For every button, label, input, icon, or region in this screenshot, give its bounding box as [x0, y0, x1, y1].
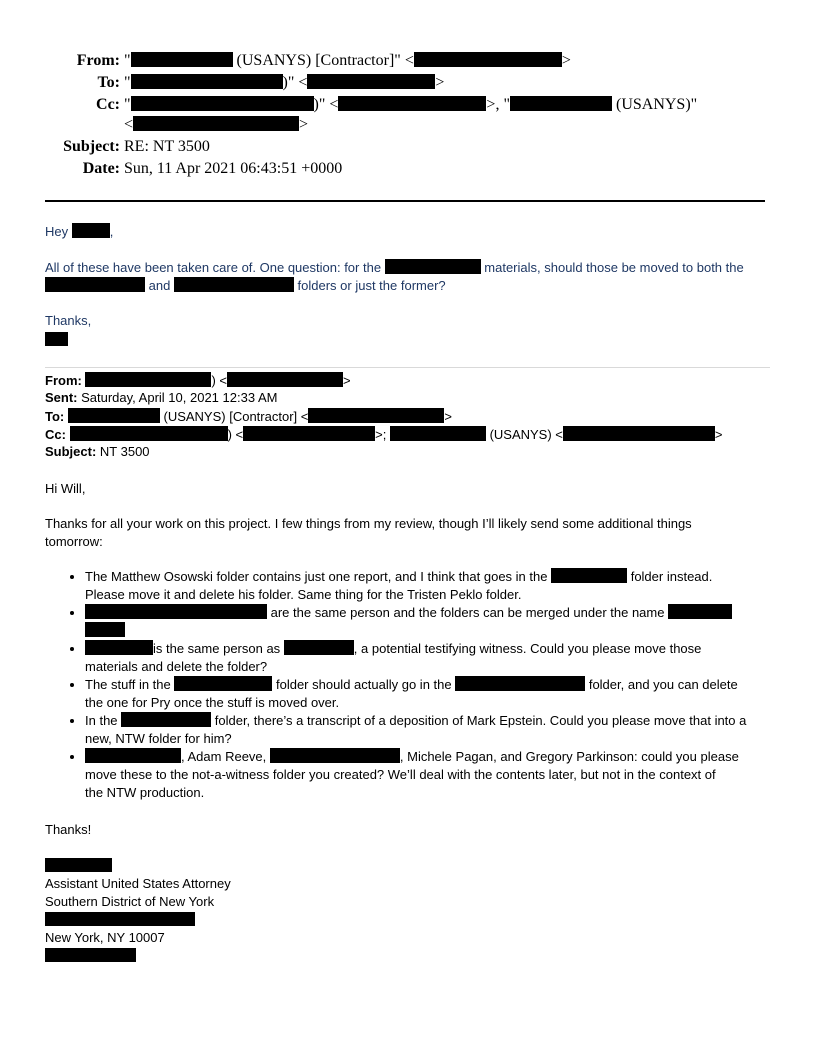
reply-line-1 — [45, 259, 744, 275]
redaction — [174, 676, 272, 691]
redaction — [131, 96, 314, 111]
redaction — [284, 640, 354, 655]
orig-subject-label: Subject: — [45, 444, 97, 459]
reply-thanks: Thanks, — [45, 313, 92, 328]
redaction — [72, 223, 110, 238]
redaction — [131, 74, 283, 89]
date-label: Date: — [82, 160, 120, 177]
orig-greeting: Hi Will, — [45, 481, 86, 496]
redaction — [70, 426, 228, 441]
item-text: , Adam Reeve, — [181, 749, 270, 764]
bracket: > — [343, 373, 351, 388]
item-text: The Matthew Osowski folder contains just one report, and I think that goes in the — [85, 569, 552, 584]
redaction — [45, 332, 68, 346]
request-list — [45, 568, 815, 802]
item-text: new, NTW folder for him? — [85, 731, 232, 746]
redaction — [551, 568, 627, 583]
item-text: In the — [85, 713, 122, 728]
item-text: is the same person as — [153, 641, 284, 656]
orig-closing: Thanks! — [45, 822, 92, 837]
redaction — [131, 52, 233, 67]
orig-to-label: To: — [45, 409, 65, 424]
greeting-text: Hey — [45, 224, 72, 239]
bracket: > — [435, 74, 445, 91]
reply-text: materials, should those be moved to both the — [480, 260, 744, 275]
redaction — [85, 372, 211, 387]
redaction — [243, 426, 375, 441]
redaction — [45, 948, 136, 962]
orig-sent-label: Sent: — [45, 390, 78, 405]
sig-title: Assistant United States Attorney — [45, 876, 231, 891]
orig-sent-value: Saturday, April 10, 2021 12:33 AM — [77, 390, 278, 405]
orig-from-label: From: — [45, 373, 82, 388]
orig-from-row — [45, 372, 351, 388]
header-subject-row — [0, 138, 816, 158]
redaction — [338, 96, 486, 111]
list-item — [85, 640, 815, 676]
item-text: move these to the not-a-witness folder you created? We’ll deal with the contents later, but not in the context of — [85, 767, 716, 782]
orig-sent-row — [45, 390, 277, 405]
header-from-row — [0, 52, 816, 72]
header-cc-row2 — [0, 116, 816, 136]
quote: " — [124, 52, 131, 69]
cc-mid2: >, " — [486, 96, 510, 113]
cc-mid3: (USANYS)" — [611, 96, 698, 113]
subject-value: RE: NT 3500 — [124, 138, 210, 155]
bracket: > — [714, 427, 723, 442]
header-date-row — [0, 160, 816, 180]
header-to-row — [0, 74, 816, 94]
reply-greeting — [45, 223, 113, 239]
redaction — [68, 408, 160, 423]
redaction — [668, 604, 732, 619]
header-cc-row — [0, 96, 816, 116]
to-label: To: — [97, 74, 120, 91]
redaction — [385, 259, 481, 274]
item-text: The stuff in the — [85, 677, 175, 692]
sig-address — [45, 912, 195, 927]
orig-cc-mid3: (USANYS) < — [485, 427, 563, 442]
orig-to-row — [45, 408, 452, 424]
subject-label: Subject: — [63, 138, 120, 155]
redaction — [563, 426, 715, 441]
bracket: > — [444, 409, 452, 424]
redaction — [85, 640, 153, 655]
orig-subject-row — [45, 444, 150, 459]
bracket: > — [299, 116, 309, 133]
message-separator — [45, 367, 770, 368]
sig-phone — [45, 948, 136, 963]
to-mid: )" < — [282, 74, 308, 91]
orig-subject-value: NT 3500 — [96, 444, 150, 459]
from-label: From: — [76, 52, 120, 69]
cc-label: Cc: — [96, 96, 120, 113]
reply-text: and — [145, 278, 174, 293]
orig-to-mid: (USANYS) [Contractor] < — [159, 409, 309, 424]
redaction — [455, 676, 585, 691]
date-value: Sun, 11 Apr 2021 06:43:51 +0000 — [124, 160, 343, 177]
item-text: are the same person and the folders can be merged under the name — [267, 605, 665, 620]
redaction — [414, 52, 562, 67]
reply-text: folders or just the former? — [293, 278, 446, 293]
sig-name — [45, 858, 112, 873]
orig-cc-mid2: >; — [375, 427, 390, 442]
reply-signature — [45, 332, 68, 347]
list-item — [85, 568, 815, 604]
orig-cc-mid: ) < — [227, 427, 244, 442]
item-text: Please move it and delete his folder. Same thing for the Tristen Peklo folder. — [85, 587, 522, 602]
orig-intro-line-1: Thanks for all your work on this project. I few things from my review, though I’ll likely send some additional things — [45, 516, 692, 531]
reply-line-2 — [45, 277, 446, 293]
item-text: folder should actually go in the — [272, 677, 456, 692]
bracket: > — [561, 52, 571, 69]
bracket: < — [124, 116, 134, 133]
redaction — [174, 277, 294, 292]
list-item — [85, 712, 815, 748]
redaction — [133, 116, 299, 131]
item-text: folder, and you can delete — [585, 677, 738, 692]
item-text: folder instead. — [627, 569, 713, 584]
item-text: materials and delete the folder? — [85, 659, 268, 674]
from-mid: (USANYS) [Contractor]" < — [232, 52, 414, 69]
cc-mid: )" < — [313, 96, 339, 113]
redaction — [45, 277, 145, 292]
redaction — [307, 74, 435, 89]
sig-city: New York, NY 10007 — [45, 930, 165, 945]
sig-office: Southern District of New York — [45, 894, 215, 909]
item-text: the NTW production. — [85, 785, 205, 800]
header-divider — [45, 200, 765, 202]
item-text: , a potential testifying witness. Could you please move those — [353, 641, 702, 656]
reply-text: All of these have been taken care of. One question: for the — [45, 260, 385, 275]
redaction — [308, 408, 444, 423]
quote: " — [124, 96, 131, 113]
redaction — [85, 604, 267, 619]
redaction — [510, 96, 612, 111]
redaction — [121, 712, 211, 727]
redaction — [45, 858, 112, 872]
orig-cc-label: Cc: — [45, 427, 66, 442]
redaction — [85, 622, 125, 637]
redaction — [85, 748, 181, 763]
greeting-comma: , — [109, 224, 114, 239]
orig-intro-line-2: tomorrow: — [45, 534, 103, 549]
item-text: folder, there’s a transcript of a deposition of Mark Epstein. Could you please move that into a — [211, 713, 747, 728]
list-item — [85, 676, 815, 712]
orig-from-mid: ) < — [211, 373, 228, 388]
item-text: , Michele Pagan, and Gregory Parkinson: could you please — [399, 749, 739, 764]
list-item — [85, 748, 815, 802]
redaction — [45, 912, 195, 926]
orig-cc-row — [45, 426, 722, 442]
redaction — [227, 372, 343, 387]
list-item — [85, 604, 815, 640]
redaction — [390, 426, 486, 441]
quote: " — [124, 74, 131, 91]
redaction — [270, 748, 400, 763]
item-text: the one for Pry once the stuff is moved over. — [85, 695, 340, 710]
